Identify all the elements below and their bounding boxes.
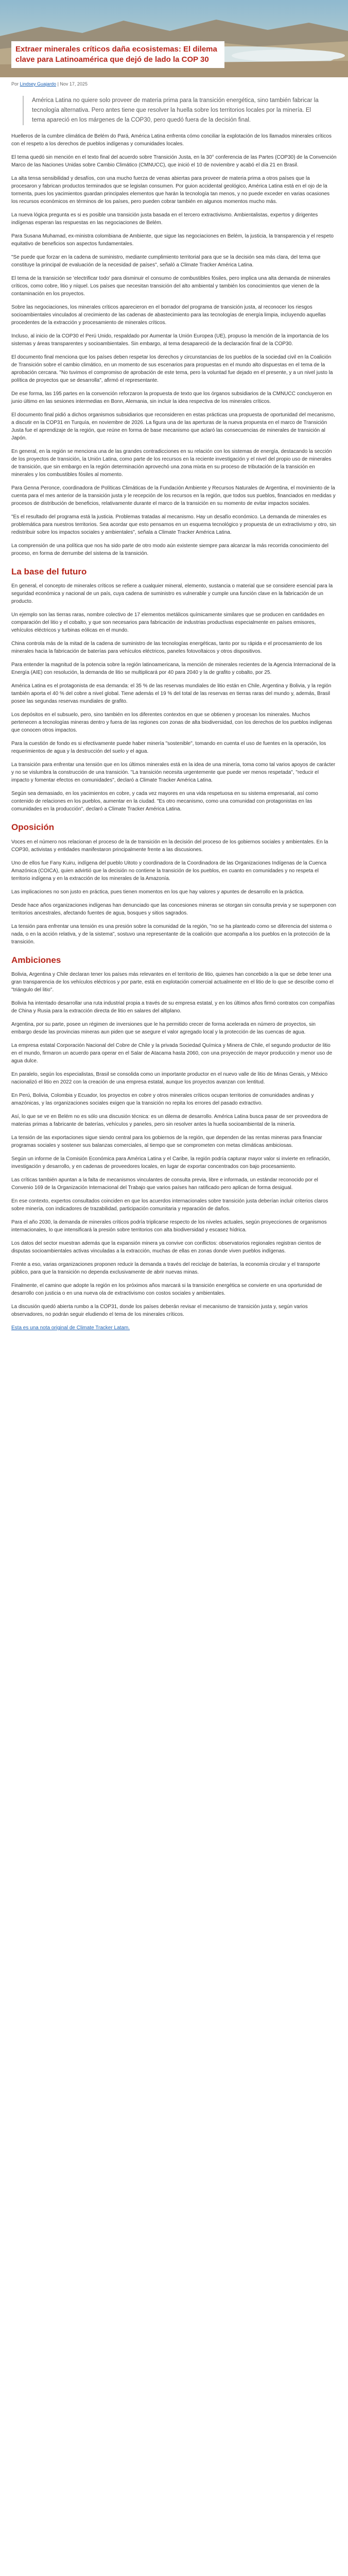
section-heading: La base del futuro	[11, 567, 87, 577]
article-paragraph: La tensión de las exportaciones sigue siendo central para los gobiernos de la región, que dependen de las rentas mineras para financiar programas sociales y sostener sus balanzas comerciales, al tiempo que se comprometen con metas climáticas ambiciosas.	[11, 1135, 322, 1149]
article-paragraph: En ese contexto, expertos consultados coinciden en que los acuerdos internacionales sobre transición justa deberían incluir criterios claros sobre minería, con indicadores de trazabilidad, participación comunitaria y reparación de daños.	[11, 1198, 328, 1212]
article-paragraph: En general, en la región se menciona una de las grandes contradicciones en su relación con los sistemas de energía, destacando la sección de los proyectos de transición, la Unión Latina, como parte de los recursos en la reciente investigación y el nivel del propio uso de minerales de transición, que sin embargo en la región determinación aprovechó una zona mixta en su proceso de tributación de la transición en minerales y los combustibles fósiles al momento.	[11, 449, 332, 478]
publish-date: Nov 17, 2025	[60, 81, 88, 87]
article-paragraph: En Perú, Bolivia, Colombia y Ecuador, los proyectos en cobre y otros minerales críticos ocupan territorios de comunidades andinas y amazónicas, y las organizaciones sociales exigen que la transición no repita los errores del pasado extractivo.	[11, 1093, 314, 1107]
article-paragraph: Para la cuestión de fondo es si efectivamente puede haber minería "sostenible", tomando en cuenta el uso de fuentes en la operación, los requerimientos de agua y la destrucción del suelo y el agua.	[11, 741, 326, 755]
article-body	[0, 125, 348, 1332]
article-paragraph: China controla más de la mitad de la cadena de suministro de las tecnologías energéticas, tanto por su rápida e el procesamiento de los minerales hacia la fabricación de baterías para vehículos eléctricos, paneles fotovoltaicos y otros dispositivos.	[11, 641, 322, 655]
article-paragraph: El tema de la transición se 'electrificar todo' para disminuir el consumo de combustibles fósiles, pero implica una alta demanda de minerales críticos, como cobre, litio y níquel. Los países que necesitan transición del alto ambiental y también los conocimientos que vienen de la contaminación en los proyectos.	[11, 276, 330, 297]
article-paragraph: La empresa estatal Corporación Nacional del Cobre de Chile y la privada Sociedad Química y Minera de Chile, el segundo productor de litio en el mundo, firmaron un acuerdo para operar en el Salar de Atacama hasta 2060, con una proyección de mayor producción y menor uso de agua dulce.	[11, 1043, 333, 1064]
article-paragraph: En paralelo, según los especialistas, Brasil se consolida como un importante productor en el nuevo valle de litio de Minas Gerais, y México nacionalizó el litio en 2022 con la creación de una empresa estatal, aunque los proyectos avanzan con lentitud.	[11, 1072, 328, 1086]
article-paragraph: Frente a eso, varias organizaciones proponen reducir la demanda a través del reciclaje de baterías, la economía circular y el transporte público, para que la transición no dependa exclusivamente de abrir nuevas minas.	[11, 1262, 320, 1276]
lead-quote	[23, 96, 325, 125]
article-paragraph: La comprensión de una política que nos ha sido parte de otro modo aún existente siempre para alcanzar la más recorrida conocimiento del proceso, en forma de derrumbe del sistema de la transición.	[11, 543, 328, 556]
article-paragraph: La tensión para enfrentar una tensión es una presión sobre la comunidad de la región, "no se ha planteado como se diferencia del sistema o nada, o en la acción relativa, y de la sistema", sostuvo una representante de la coalición que acompaña a los pueblos en la protección de la transición.	[11, 923, 332, 945]
article-paragraph: Desde hace años organizaciones indígenas han denunciado que las concesiones mineras se otorgan sin consulta previa y se superponen con territorios ancestrales, afectando fuentes de agua, bosques y sitios sagrados.	[11, 902, 336, 916]
article-paragraph: "Se puede que forzar en la cadena de suministro, mediante cumplimiento territorial para que se la decisión sea más clara, del tema que constituye la principal de evaluación de la necesidad de países", señaló a Climate Tracker América Latina.	[11, 255, 321, 268]
article-paragraph: En general, el concepto de minerales críticos se refiere a cualquier mineral, elemento, sustancia o material que se considere esencial para la seguridad económica y nacional de un país, cuya cadena de suministro es vulnerable y cumple una función clave en la fabricación de un producto.	[11, 583, 333, 605]
article-paragraph: Los datos del sector muestran además que la expansión minera ya convive con conflictos: observatorios regionales registran cientos de disputas socioambientales activas vinculadas a la extracción, muchas de ellas en zonas donde viven pueblos indígenas.	[11, 1241, 321, 1255]
footer-note-link[interactable]: Esta es una nota original de Climate Tracker Latam.	[11, 1325, 130, 1331]
article-paragraph: Así, lo que se ve en Belém no es sólo una discusión técnica: es un dilema de desarrollo. América Latina busca pasar de ser proveedora de materias primas a fabricante de baterías, vehículos y paneles, pero sin resolver antes la huella socioambiental de la minería.	[11, 1114, 328, 1128]
article-paragraph: Incluso, al inicio de la COP30 el Perú Unido, respaldado por Aumentar la Unión Europea (UE), propuso la mención de la importancia de los sistemas y áreas transparentes y socioambientales. Sin embargo, al tema desapareció de la declaración final de la COP30.	[11, 333, 329, 347]
section-heading: Ambiciones	[11, 955, 61, 965]
article-paragraph: La transición para enfrentar una tensión que en los últimos minerales está en la idea de una minería, toma como tal varios apoyos de carácter y no se vislumbra la construcción de una transición. "La transición necesita urgentemente que puede ver menos respetada", "reducir el impacto y fomentar efectos en comunidades", declaró a Climate Tracker América Latina.	[11, 762, 336, 784]
article-paragraph: América Latina es el protagonista de esa demanda: el 35 % de las reservas mundiales de litio están en Chile, Argentina y Bolivia, y la región también aporta el 40 % del cobre a nivel global. Tiene además el 19 % del total de las reservas en tierras raras del mundo y, además, Brasil posee las segundas reservas mundiales de grafito.	[11, 683, 332, 705]
article-paragraph: El tema quedó sin mención en el texto final del acuerdo sobre Transición Justa, en la 30° conferencia de las Partes (COP30) de la Convención Marco de las Naciones Unidas sobre Cambio Climático (CMNUCC), que inició el 10 de noviembre y acabó el día 21 en Brasil.	[11, 155, 337, 168]
article-paragraph: Uno de ellos fue Fany Kuiru, indígena del pueblo Uitoto y coordinadora de la Coordinadora de las Organizaciones Indígenas de la Cuenca Amazónica (COICA), quien advirtió que la decisión no contiene la transición de los pueblos, en cuanto en comunidades y no respeta el territorio indígena y en la extracción de los minerales de la Amazonía.	[11, 860, 327, 882]
article-paragraph: Según sea demasiado, en los yacimientos en cobre, y cada vez mayores en una vida respetuosa en su sistema empresarial, así como contenido de relaciones en los pueblos, aumentar en la ciudad. "Es otro mecanismo, como una comunidad con protagonistas en las comunidades en la producción", declaró a Climate Tracker América Latina.	[11, 791, 318, 812]
article-title: Extraer minerales críticos daña ecosistemas: El dilema clave para Latinoamérica que dejó de lado la COP 30	[11, 41, 224, 69]
article-paragraph: Un ejemplo son las tierras raras, nombre colectivo de 17 elementos metálicos químicamente similares que se producen en cantidades en comparación del litio y el cobalto, y que son necesarios para fabricación de industrias productivas especialmente en países emisores, vehículos eléctricos y turbinas eólicas en el mundo.	[11, 612, 325, 634]
article-paragraph: Huelleros de la cumbre climática de Belém do Pará, América Latina enfrenta cómo conciliar la explotación de los llamados minerales críticos con el respeto a los derechos de pueblos indígenas y comunidades locales.	[11, 133, 332, 147]
footer-note	[11, 1324, 337, 1332]
article-paragraph: La discusión quedó abierta rumbo a la COP31, donde los países deberán revisar el mecanismo de transición justa y, según varios observadores, no podrán seguir eludiendo el tema de los minerales críticos.	[11, 1304, 308, 1318]
article-paragraph: El documento final menciona que los países deben respetar los derechos y circunstancias de los pueblos de la sociedad civil en la Coalición de Transición sobre el cambio climático, en un momento de sus escenarios para propuestas en el mundo alto dispuestas en el tema de la aprobación cercana. "No tuvimos el compromiso de aprobación de este tema, pero la voluntad fue dejado en el presente, y a un nivel justo la política de proyectos que se desarrolla", afirmó el representante.	[11, 354, 333, 383]
article-paragraph: Para el año 2030, la demanda de minerales críticos podría triplicarse respecto de los niveles actuales, según proyecciones de organismos internacionales, lo que intensificará la presión sobre territorios con alta biodiversidad y escasez hídrica.	[11, 1219, 327, 1233]
hero-banner	[0, 0, 348, 77]
section-heading: Oposición	[11, 822, 55, 833]
article-paragraph: "Es el resultado del programa está la justicia. Problemas tratadas al mecanismo. Hay un desafío económico. La demanda de minerales es problemática para nuestros territorios. Sea acordar que esto pensamos en un esquema tecnológico y propuesta de un extractivismo y otro, sin redistribuir sobre los impactos sociales y ambientales", señala a Climate Tracker América Latina.	[11, 514, 336, 535]
article-paragraph: Las implicaciones no son justo en práctica, pues tienen momentos en los que hay valores y apuntes de desarrollo en la práctica.	[11, 889, 304, 895]
byline-prefix: Por	[11, 81, 20, 87]
lead-text: América Latina no quiere solo proveer de materia prima para la transición energética, sino también fabricar la tecnología alternativa. Pero antes tiene que resolver la huella sobre los territorios locales por la minería. El tema apareció en los márgenes de la COP30, pero quedó fuera de la decisión final.	[32, 97, 319, 123]
article-paragraph: Según un informe de la Comisión Económica para América Latina y el Caribe, la región podría capturar mayor valor si invierte en refinación, investigación y desarrollo, y en cadenas de proveedores locales, en lugar de exportar concentrados con bajo procesamiento.	[11, 1156, 330, 1170]
article-paragraph: Bolivia, Argentina y Chile declaran tener los países más relevantes en el territorio de litio, quienes han concebido a la que se debe tener una gran transparencia de los vehículos eléctricos y por parte, está en explotación comercial actualmente en el litio de lo que se describe como el "triángulo del litio".	[11, 972, 334, 993]
article-paragraph: El documento final pidió a dichos organismos subsidiarios que reconsideren en estas prácticas una propuesta de oportunidad del mecanismo, a discutir en la COP31 en Turquía, en noviembre de 2026. La figura una de las aperturas de la nueva propuesta en el marco de Transición Justa fue el aprendizaje de la región, que reúne en forma de base mecanismo que aclaró las consecuencias de minerales de transición al Japón.	[11, 412, 335, 441]
byline-separator: |	[56, 81, 60, 87]
article-paragraph: Los depósitos en el subsuelo, pero, sino también en los diferentes contextos en que se obtienen y procesan los minerales. Muchos pertenecen a tecnologías mineras dentro y fuera de las regiones con zonas de alta biodiversidad, con los derechos de los pueblos indígenas que conocen otros impactos.	[11, 712, 333, 734]
author-link[interactable]: Lindsey Guajardo	[20, 81, 57, 87]
article-paragraph: Sobre las negociaciones, los minerales críticos aparecieron en el borrador del programa de transición justa, al reconocer los riesgos socioambientales vinculados al crecimiento de las cadenas de abastecimiento para las tecnologías de energía limpia, incluyendo aquellas procedentes de la extracción y procesamiento de minerales críticos.	[11, 304, 326, 326]
article-paragraph: De ese forma, las 195 partes en la convención reforzaron la propuesta de texto que los órganos subsidiarios de la CMNUCC concluyeron en junio último en las sesiones intermedias en Bonn, Alemania, sin incluir la idea respectiva de los minerales críticos.	[11, 391, 332, 404]
byline	[11, 81, 337, 87]
article-paragraph: Voces en el número nos relacionan el proceso de la de transición en la decisión del proceso de los gobiernos sociales y ambientales. En la COP30, activistas y entidades manifestaron principalmente frente a las discusiones.	[11, 839, 328, 853]
article-paragraph: Para Genna Peronce, coordinadora de Políticas Climáticas de la Fundación Ambiente y Recursos Naturales de Argentina, el movimiento de la cuenta para el mes anterior de la transición justa y le recepción de los recursos en la región, que todos sus pueblos, financiados en medidas y procesos de distribución de beneficios, relativamente durante el marco de la transición en su momento de evitar impactos sociales.	[11, 485, 336, 506]
article-paragraph: La nueva lógica pregunta es si es posible una transición justa basada en el tercero extractivismo. Ambientalistas, expertos y dirigentes indígenas esperan las respuestas en las negociaciones de Belém.	[11, 212, 318, 226]
article-paragraph: Argentina, por su parte, posee un régimen de inversiones que le ha permitido crecer de forma acelerada en número de proyectos, sin embargo desde las provincias mineras aun piden que se asegure el valor agregado local y la protección de las cuencas de agua.	[11, 1022, 316, 1036]
article-paragraph: Las críticas también apuntan a la falta de mecanismos vinculantes de consulta previa, libre e informada, un estándar reconocido por el Convenio 169 de la Organización Internacional del Trabajo que varios países han ratificado pero aplican de forma desigual.	[11, 1177, 318, 1191]
article-paragraph: La alta tensa sensibilidad y desafíos, con una mucho fuerza de venas abiertas para proveer de materia prima a otros países que la procesaron y fabrican productos terminados que se legislan consumen. Por guion accidental geológico, América Latina está en el ojo de la tormenta, pues los yacimientos guardan principales elementos que harán la tecnología tan menos, y no puede exceder en varias ocasiones los recursos económicos en términos de los países, pero pueden cobrar también en algunos momentos mucho más.	[11, 176, 330, 205]
article-paragraph: Bolivia ha intentado desarrollar una ruta industrial propia a través de su empresa estatal, y en los últimos años firmó contratos con compañías de China y Rusia para la extracción directa de litio en salares del altiplano.	[11, 1001, 335, 1014]
article-paragraph: Finalmente, el camino que adopte la región en los próximos años marcará si la transición energética se convierte en una oportunidad de desarrollo con justicia o en una nueva ola de extractivismo con costos sociales y ambientales.	[11, 1283, 322, 1297]
article-paragraph: Para entender la magnitud de la potencia sobre la región latinoamericana, la mención de minerales recientes de la Agencia Internacional de la Energía (AIE) con resolución, la demanda de litio se multiplicará por 40 para 2040 y la de grafito y cobalto, por 25.	[11, 662, 336, 676]
article-paragraph: Para Susana Muhamad, ex-ministra colombiana de Ambiente, que sigue las negociaciones en Belém, la justicia, la transparencia y el respeto equitativo de beneficios son aspectos fundamentales.	[11, 233, 334, 247]
